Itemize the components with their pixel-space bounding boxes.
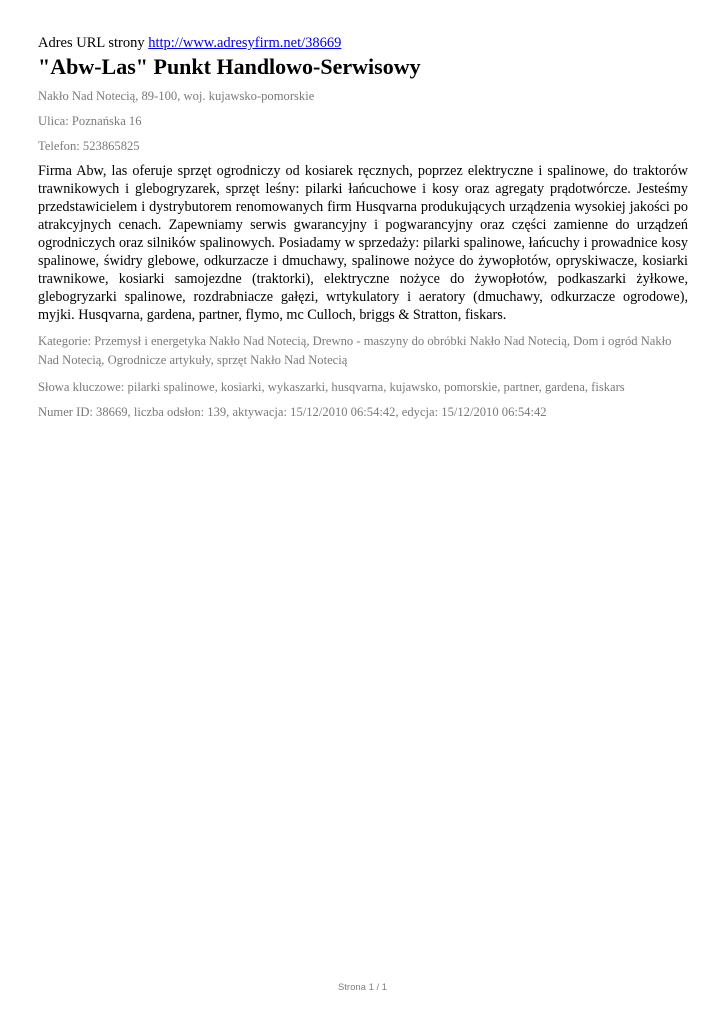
street-text: Ulica: Poznańska 16 (38, 114, 142, 128)
document-page (38, 34, 688, 420)
keywords-text: Słowa kluczowe: pilarki spalinowe, kosiarki, wykaszarki, husqvarna, kujawsko, pomorskie, partner, gardena, fiskars (38, 380, 625, 394)
company-description: Firma Abw, las oferuje sprzęt ogrodniczy od kosiarek ręcznych, poprzez elektryczne i spalinowe, do traktorów trawnikowych i glebogryzarek, sprzęt leśny: pilarki łańcuchowe i kosy oraz agregaty prądotwórcze. Jesteśmy przedstawicielem i dystrybutorem renomowanych firm Husqvarna produkujących urządzenia wysokiej jakości po atrakcyjnych cenach. Zapewniamy serwis gwarancyjny i pogwarancyjny oraz części zamienne do urządzeń ogrodniczych oraz silników spalinowych. Posiadamy w sprzedaży: pilarki spalinowe, łańcuchy i prowadnice kosy spalinowe, świdry glebowe, odkurzacze i dmuchawy, spalinowe nożyce do żywopłotów, opryskiwacze, kosiarki trawnikowe, kosiarki samojezdne (traktorki), elektryczne nożyce do żywopłotów, podkaszarki żyłkowe, glebogryzarki spalinowe, rozdrabniacze gałęzi, wrtykulatory i aeratory (dmuchawy, odkurzacze ogrodowe), myjki. Husqvarna, gardena, partner, flymo, mc Culloch, briggs & Stratton, fiskars. (38, 163, 688, 323)
categories-text: Kategorie: Przemysł i energetyka Nakło Nad Notecią, Drewno - maszyny do obróbki Nakło Nad Notecią, Dom i ogród Nakło Nad Notecią, Ogrodnicze artykuły, sprzęt Nakło Nad Notecią (38, 334, 672, 367)
page-number-footer: Strona 1 / 1 (337, 982, 388, 993)
location-text: Nakło Nad Notecią, 89-100, woj. kujawsko-pomorskie (38, 89, 315, 103)
url-line (38, 34, 688, 52)
url-label: Adres URL strony (38, 35, 145, 51)
record-info-text: Numer ID: 38669, liczba odsłon: 139, aktywacja: 15/12/2010 06:54:42, edycja: 15/12/2010 06:54:42 (38, 405, 547, 419)
page-title: "Abw-Las" Punkt Handlowo-Serwisowy (38, 54, 421, 79)
url-link[interactable]: http://www.adresyfirm.net/38669 (148, 35, 342, 51)
phone-text: Telefon: 523865825 (38, 139, 140, 153)
